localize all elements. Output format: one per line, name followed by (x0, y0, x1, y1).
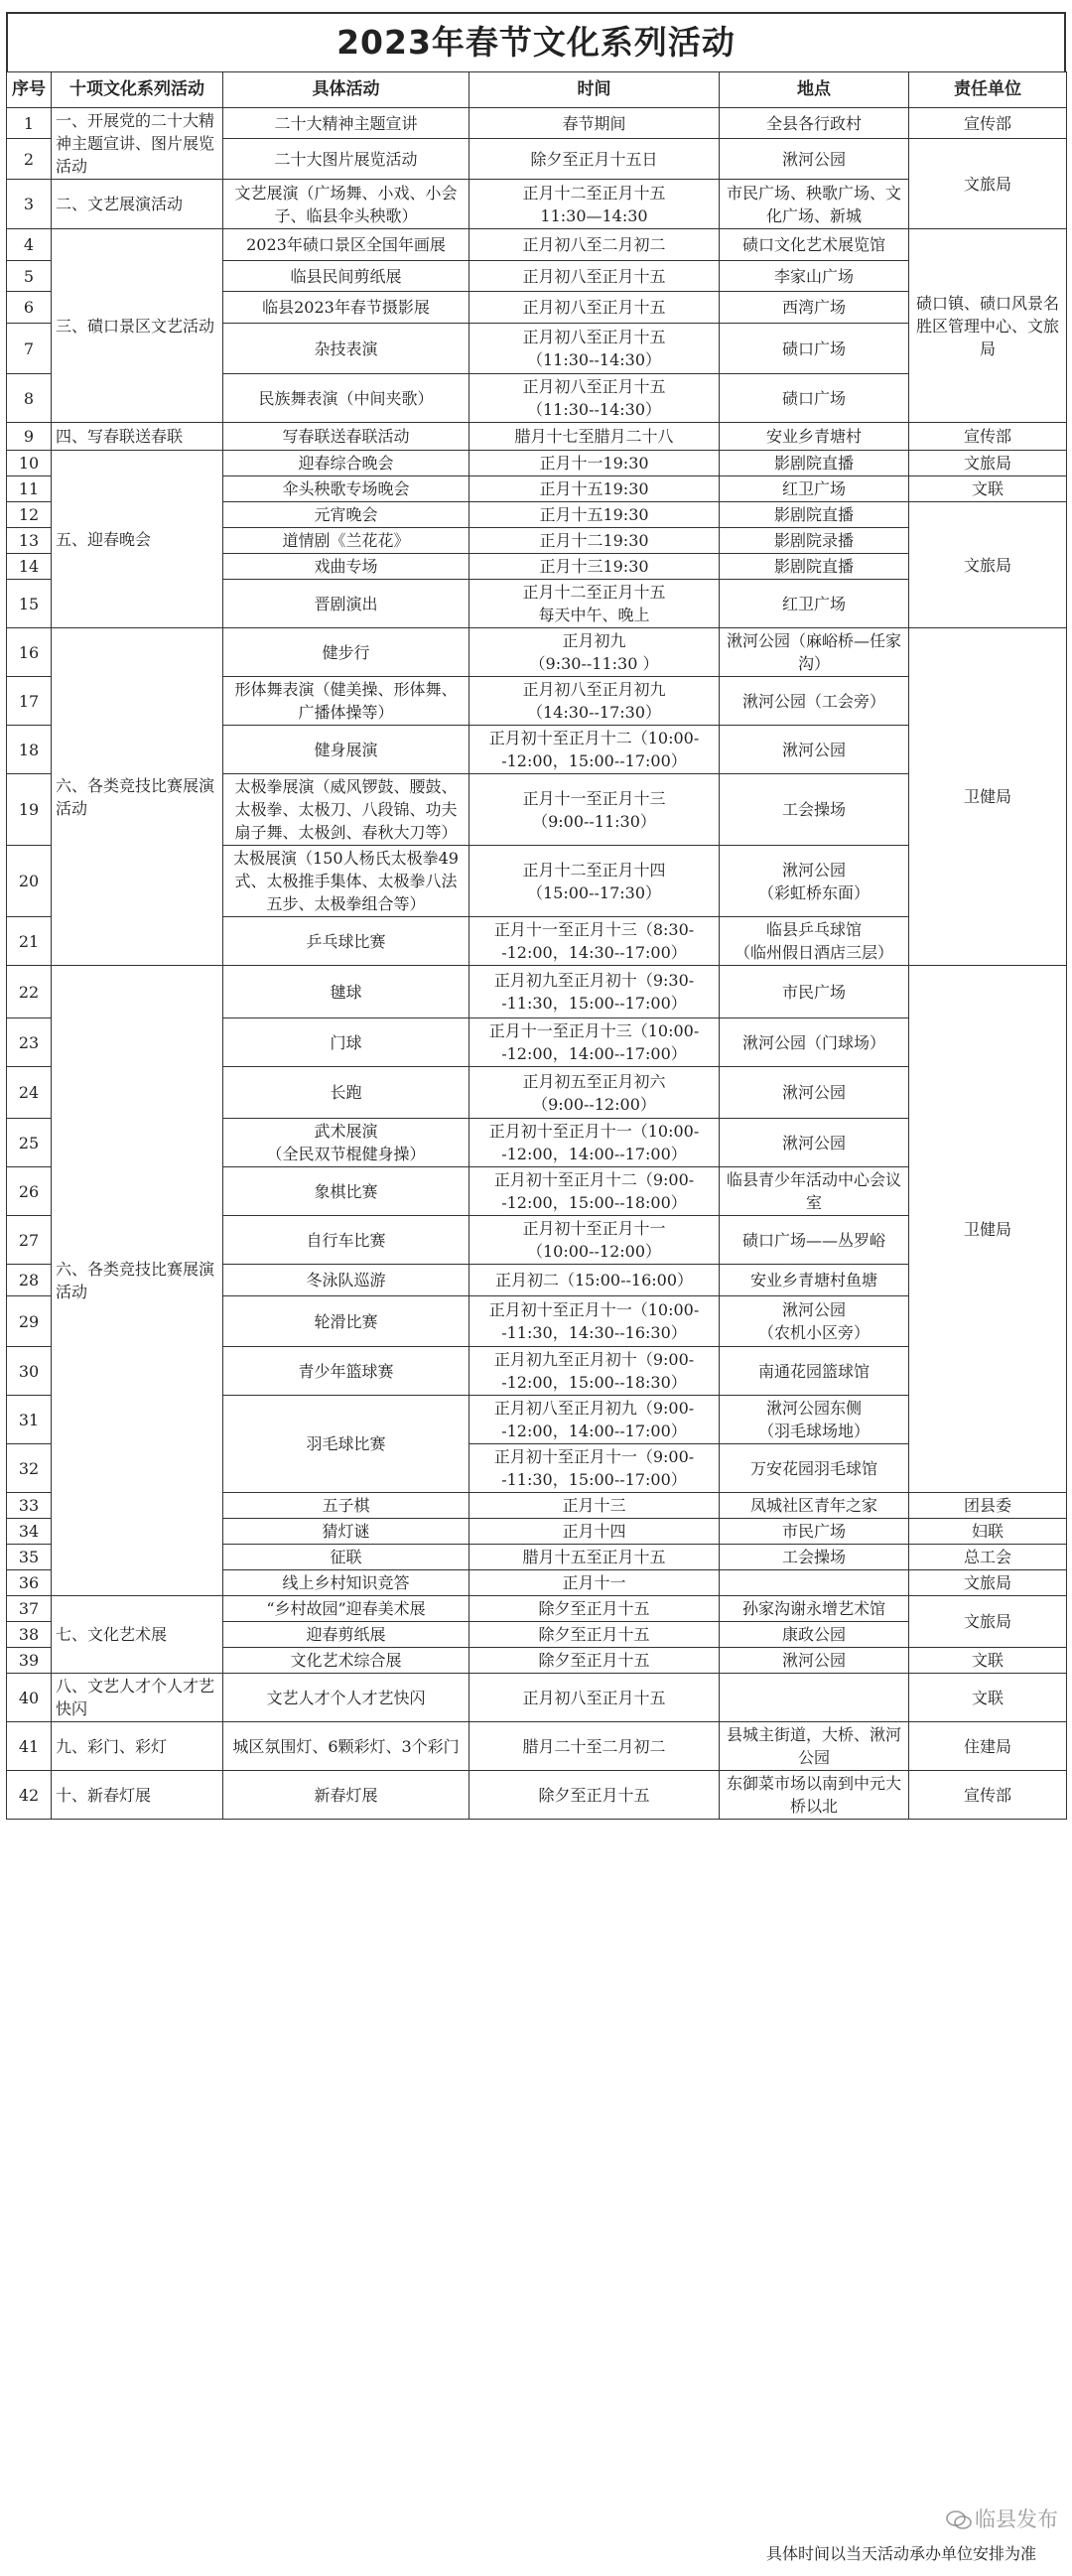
row-activity: 新春灯展 (223, 1771, 469, 1820)
row-location: 湫河公园（工会旁） (720, 677, 909, 726)
row-seq: 5 (7, 261, 52, 292)
row-activity: 文化艺术综合展 (223, 1648, 469, 1674)
row-activity: 戏曲专场 (223, 554, 469, 580)
row-seq: 2 (7, 139, 52, 180)
row-location: 湫河公园（麻峪桥—任家沟） (720, 628, 909, 677)
table-row (7, 1771, 1067, 1820)
row-time: 正月十五19:30 (469, 476, 720, 502)
row-location: 湫河公园 (720, 139, 909, 180)
row-location: 影剧院直播 (720, 502, 909, 528)
row-seq: 7 (7, 324, 52, 374)
row-location: 湫河公园 (720, 1119, 909, 1167)
row-time: 腊月十七至腊月二十八 (469, 423, 720, 451)
row-location: 红卫广场 (720, 476, 909, 502)
row-category: 四、写春联送春联 (52, 423, 223, 451)
header-activity: 具体活动 (223, 72, 469, 108)
row-activity: 伞头秧歌专场晚会 (223, 476, 469, 502)
row-activity: 太极拳展演（威风锣鼓、腰鼓、太极拳、太极刀、八段锦、功夫扇子舞、太极剑、春秋大刀等） (223, 774, 469, 846)
row-activity: 元宵晚会 (223, 502, 469, 528)
row-time: 腊月二十至二月初二 (469, 1722, 720, 1771)
row-location: 湫河公园 （农机小区旁） (720, 1296, 909, 1347)
row-seq: 31 (7, 1396, 52, 1444)
row-unit: 文旅局 (909, 139, 1067, 229)
row-location (720, 1570, 909, 1596)
row-activity: 晋剧演出 (223, 580, 469, 628)
row-location: 湫河公园东侧 （羽毛球场地） (720, 1396, 909, 1444)
row-location: 孙家沟谢永增艺术馆 (720, 1596, 909, 1622)
row-time: 正月初五至正月初六 （9:00--12:00） (469, 1067, 720, 1119)
table-row (7, 1596, 1067, 1622)
table-row (7, 451, 1067, 476)
row-activity: 毽球 (223, 966, 469, 1018)
row-time: 正月初九至正月初十（9:00--12:00，15:00--18:30） (469, 1347, 720, 1396)
table-row (7, 1674, 1067, 1722)
row-location: 安业乡青塘村 (720, 423, 909, 451)
row-time: 正月十二19:30 (469, 528, 720, 554)
row-location: 湫河公园 （彩虹桥东面） (720, 846, 909, 917)
row-seq: 4 (7, 229, 52, 261)
row-activity: 猜灯谜 (223, 1519, 469, 1545)
row-activity: 民族舞表演（中间夹歌） (223, 374, 469, 423)
row-unit: 宣传部 (909, 108, 1067, 139)
row-unit: 文旅局 (909, 451, 1067, 476)
row-activity: 临县2023年春节摄影展 (223, 292, 469, 324)
row-seq: 30 (7, 1347, 52, 1396)
row-location: 市民广场 (720, 966, 909, 1018)
row-seq: 18 (7, 726, 52, 774)
row-seq: 3 (7, 180, 52, 229)
row-time: 正月十一19:30 (469, 451, 720, 476)
row-location: 南通花园篮球馆 (720, 1347, 909, 1396)
row-location: 湫河公园 (720, 726, 909, 774)
row-seq: 8 (7, 374, 52, 423)
table-row (7, 108, 1067, 139)
row-location: 工会操场 (720, 774, 909, 846)
table-row (7, 180, 1067, 229)
row-time: 正月初八至正月十五 (469, 1674, 720, 1722)
row-time: 除夕至正月十五 (469, 1622, 720, 1648)
row-seq: 12 (7, 502, 52, 528)
row-seq: 11 (7, 476, 52, 502)
row-location: 影剧院直播 (720, 554, 909, 580)
row-seq: 27 (7, 1216, 52, 1265)
row-activity: 健步行 (223, 628, 469, 677)
row-unit: 文联 (909, 1674, 1067, 1722)
row-activity: 长跑 (223, 1067, 469, 1119)
row-location: 临县乒乓球馆 （临州假日酒店三层） (720, 917, 909, 966)
row-unit: 文旅局 (909, 1596, 1067, 1648)
row-seq: 33 (7, 1493, 52, 1519)
row-seq: 13 (7, 528, 52, 554)
row-activity: 自行车比赛 (223, 1216, 469, 1265)
row-time: 正月十二至正月十五 11:30—14:30 (469, 180, 720, 229)
row-activity: 形体舞表演（健美操、形体舞、广播体操等） (223, 677, 469, 726)
row-seq: 10 (7, 451, 52, 476)
row-seq: 36 (7, 1570, 52, 1596)
row-activity: 羽毛球比赛 (223, 1396, 469, 1493)
row-location: 县城主街道，大桥、湫河公园 (720, 1722, 909, 1771)
row-time: 正月初九至正月初十（9:30--11:30，15:00--17:00） (469, 966, 720, 1018)
row-activity: 门球 (223, 1018, 469, 1067)
row-time: 春节期间 (469, 108, 720, 139)
table-header-row (7, 72, 1067, 108)
table-row (7, 229, 1067, 261)
row-location: 万安花园羽毛球馆 (720, 1444, 909, 1493)
row-category: 六、各类竞技比赛展演活动 (52, 628, 223, 966)
row-seq: 35 (7, 1545, 52, 1570)
row-location: 红卫广场 (720, 580, 909, 628)
row-time: 正月初二（15:00--16:00） (469, 1265, 720, 1296)
row-seq: 23 (7, 1018, 52, 1067)
header-category: 十项文化系列活动 (52, 72, 223, 108)
row-time: 正月初八至正月十五 （11:30--14:30） (469, 374, 720, 423)
row-activity: 冬泳队巡游 (223, 1265, 469, 1296)
table-row (7, 423, 1067, 451)
row-time: 腊月十五至正月十五 (469, 1545, 720, 1570)
row-seq: 6 (7, 292, 52, 324)
row-seq: 14 (7, 554, 52, 580)
row-location: 湫河公园（门球场） (720, 1018, 909, 1067)
row-time: 正月十一至正月十三（10:00--12:00，14:00--17:00） (469, 1018, 720, 1067)
row-seq: 17 (7, 677, 52, 726)
row-activity: 文艺展演（广场舞、小戏、小会子、临县伞头秧歌） (223, 180, 469, 229)
row-category: 十、新春灯展 (52, 1771, 223, 1820)
row-time: 除夕至正月十五日 (469, 139, 720, 180)
row-location: 东御菜市场以南到中元大桥以北 (720, 1771, 909, 1820)
row-time: 正月初十至正月十一（10:00--11:30，14:30--16:30） (469, 1296, 720, 1347)
row-time: 正月初十至正月十一 （10:00--12:00） (469, 1216, 720, 1265)
row-activity: 二十大图片展览活动 (223, 139, 469, 180)
row-seq: 41 (7, 1722, 52, 1771)
row-category: 八、文艺人才个人才艺快闪 (52, 1674, 223, 1722)
row-unit: 总工会 (909, 1545, 1067, 1570)
row-unit: 团县委 (909, 1493, 1067, 1519)
row-seq: 26 (7, 1167, 52, 1216)
row-activity: 临县民间剪纸展 (223, 261, 469, 292)
row-activity: 写春联送春联活动 (223, 423, 469, 451)
row-seq: 28 (7, 1265, 52, 1296)
row-seq: 20 (7, 846, 52, 917)
row-location (720, 1674, 909, 1722)
row-location: 全县各行政村 (720, 108, 909, 139)
row-time: 除夕至正月十五 (469, 1771, 720, 1820)
row-seq: 22 (7, 966, 52, 1018)
row-time: 正月初九 （9:30--11:30 ） (469, 628, 720, 677)
row-time: 除夕至正月十五 (469, 1596, 720, 1622)
row-time: 正月十一 (469, 1570, 720, 1596)
row-seq: 37 (7, 1596, 52, 1622)
row-activity: 乒乓球比赛 (223, 917, 469, 966)
row-time: 正月十四 (469, 1519, 720, 1545)
row-time: 正月初八至正月十五 (469, 261, 720, 292)
row-seq: 19 (7, 774, 52, 846)
row-location: 湫河公园 (720, 1067, 909, 1119)
row-unit: 宣传部 (909, 1771, 1067, 1820)
row-unit: 文联 (909, 1648, 1067, 1674)
row-location: 影剧院录播 (720, 528, 909, 554)
row-location: 康政公园 (720, 1622, 909, 1648)
row-location: 凤城社区青年之家 (720, 1493, 909, 1519)
row-activity: 征联 (223, 1545, 469, 1570)
row-seq: 9 (7, 423, 52, 451)
row-seq: 15 (7, 580, 52, 628)
row-unit: 碛口镇、碛口风景名胜区管理中心、文旅局 (909, 229, 1067, 423)
row-seq: 38 (7, 1622, 52, 1648)
row-activity: 青少年篮球赛 (223, 1347, 469, 1396)
row-category: 三、磧口景区文艺活动 (52, 229, 223, 423)
row-time: 正月十一至正月十三（8:30--12:00，14:30--17:00） (469, 917, 720, 966)
row-time: 正月十二至正月十五 每天中午、晚上 (469, 580, 720, 628)
row-seq: 32 (7, 1444, 52, 1493)
row-category: 五、迎春晚会 (52, 451, 223, 628)
row-activity: 迎春剪纸展 (223, 1622, 469, 1648)
page-title: 2023年春节文化系列活动 (6, 12, 1066, 71)
row-seq: 29 (7, 1296, 52, 1347)
row-time: 正月初八至正月初九（9:00--12:00，14:00--17:00） (469, 1396, 720, 1444)
row-location: 工会操场 (720, 1545, 909, 1570)
row-seq: 39 (7, 1648, 52, 1674)
watermark (946, 2504, 1058, 2533)
row-seq: 34 (7, 1519, 52, 1545)
activity-table (6, 71, 1067, 1820)
row-time: 正月初十至正月十一（9:00--11:30，15:00--17:00） (469, 1444, 720, 1493)
header-time: 时间 (469, 72, 720, 108)
row-activity: 象棋比赛 (223, 1167, 469, 1216)
table-row (7, 628, 1067, 677)
row-location: 临县青少年活动中心会议室 (720, 1167, 909, 1216)
row-seq: 42 (7, 1771, 52, 1820)
footer-note: 具体时间以当天活动承办单位安排为准 (765, 2544, 1036, 2563)
row-activity: 2023年碛口景区全国年画展 (223, 229, 469, 261)
row-time: 除夕至正月十五 (469, 1648, 720, 1674)
row-time: 正月初八至正月十五 （11:30--14:30） (469, 324, 720, 374)
wechat-icon (946, 2510, 972, 2530)
row-time: 正月十三19:30 (469, 554, 720, 580)
row-activity: 太极展演（150人杨氏太极拳49式、太极推手集体、太极拳八法五步、太极拳组合等） (223, 846, 469, 917)
row-activity: 迎春综合晚会 (223, 451, 469, 476)
row-category: 七、文化艺术展 (52, 1596, 223, 1674)
row-location: 碛口广场——丛罗峪 (720, 1216, 909, 1265)
activity-schedule-sheet (6, 12, 1066, 1820)
row-location: 碛口广场 (720, 324, 909, 374)
row-activity: 城区氛围灯、6颗彩灯、3个彩门 (223, 1722, 469, 1771)
row-unit: 宣传部 (909, 423, 1067, 451)
row-category: 九、彩门、彩灯 (52, 1722, 223, 1771)
row-unit: 文旅局 (909, 1570, 1067, 1596)
row-location: 碛口文化艺术展览馆 (720, 229, 909, 261)
header-location: 地点 (720, 72, 909, 108)
row-location: 碛口广场 (720, 374, 909, 423)
row-unit: 文联 (909, 476, 1067, 502)
row-location: 西湾广场 (720, 292, 909, 324)
row-time: 正月十一至正月十三 （9:00--11:30） (469, 774, 720, 846)
table-row (7, 966, 1067, 1018)
row-activity: 二十大精神主题宣讲 (223, 108, 469, 139)
row-time: 正月初十至正月十二（10:00--12:00，15:00--17:00） (469, 726, 720, 774)
row-activity: “乡村故园”迎春美术展 (223, 1596, 469, 1622)
row-location: 市民广场、秧歌广场、文化广场、新城 (720, 180, 909, 229)
row-activity: 五子棋 (223, 1493, 469, 1519)
row-location: 湫河公园 (720, 1648, 909, 1674)
row-unit: 卫健局 (909, 966, 1067, 1493)
row-seq: 21 (7, 917, 52, 966)
row-time: 正月初八至正月十五 (469, 292, 720, 324)
row-location: 安业乡青塘村鱼塘 (720, 1265, 909, 1296)
row-time: 正月十五19:30 (469, 502, 720, 528)
row-activity: 健身展演 (223, 726, 469, 774)
row-time: 正月十二至正月十四 （15:00--17:30） (469, 846, 720, 917)
row-location: 李家山广场 (720, 261, 909, 292)
row-seq: 1 (7, 108, 52, 139)
row-activity: 道情剧《兰花花》 (223, 528, 469, 554)
row-time: 正月十三 (469, 1493, 720, 1519)
row-time: 正月初八至二月初二 (469, 229, 720, 261)
row-seq: 25 (7, 1119, 52, 1167)
row-category: 一、开展党的二十大精神主题宣讲、图片展览活动 (52, 108, 223, 180)
row-unit: 卫健局 (909, 628, 1067, 966)
row-category: 六、各类竞技比赛展演活动 (52, 966, 223, 1596)
row-location: 影剧院直播 (720, 451, 909, 476)
row-unit: 住建局 (909, 1722, 1067, 1771)
row-activity: 轮滑比赛 (223, 1296, 469, 1347)
row-location: 市民广场 (720, 1519, 909, 1545)
header-unit: 责任单位 (909, 72, 1067, 108)
row-time: 正月初十至正月十一（10:00--12:00，14:00--17:00） (469, 1119, 720, 1167)
watermark-text: 临县发布 (975, 2508, 1058, 2531)
row-unit: 妇联 (909, 1519, 1067, 1545)
table-row (7, 1722, 1067, 1771)
row-activity: 武术展演 （全民双节棍健身操） (223, 1119, 469, 1167)
row-seq: 16 (7, 628, 52, 677)
row-time: 正月初八至正月初九 （14:30--17:30） (469, 677, 720, 726)
row-seq: 24 (7, 1067, 52, 1119)
row-unit: 文旅局 (909, 502, 1067, 628)
row-time: 正月初十至正月十二（9:00--12:00，15:00--18:00） (469, 1167, 720, 1216)
row-activity: 文艺人才个人才艺快闪 (223, 1674, 469, 1722)
row-activity: 杂技表演 (223, 324, 469, 374)
row-category: 二、文艺展演活动 (52, 180, 223, 229)
row-seq: 40 (7, 1674, 52, 1722)
header-seq: 序号 (7, 72, 52, 108)
row-activity: 线上乡村知识竞答 (223, 1570, 469, 1596)
